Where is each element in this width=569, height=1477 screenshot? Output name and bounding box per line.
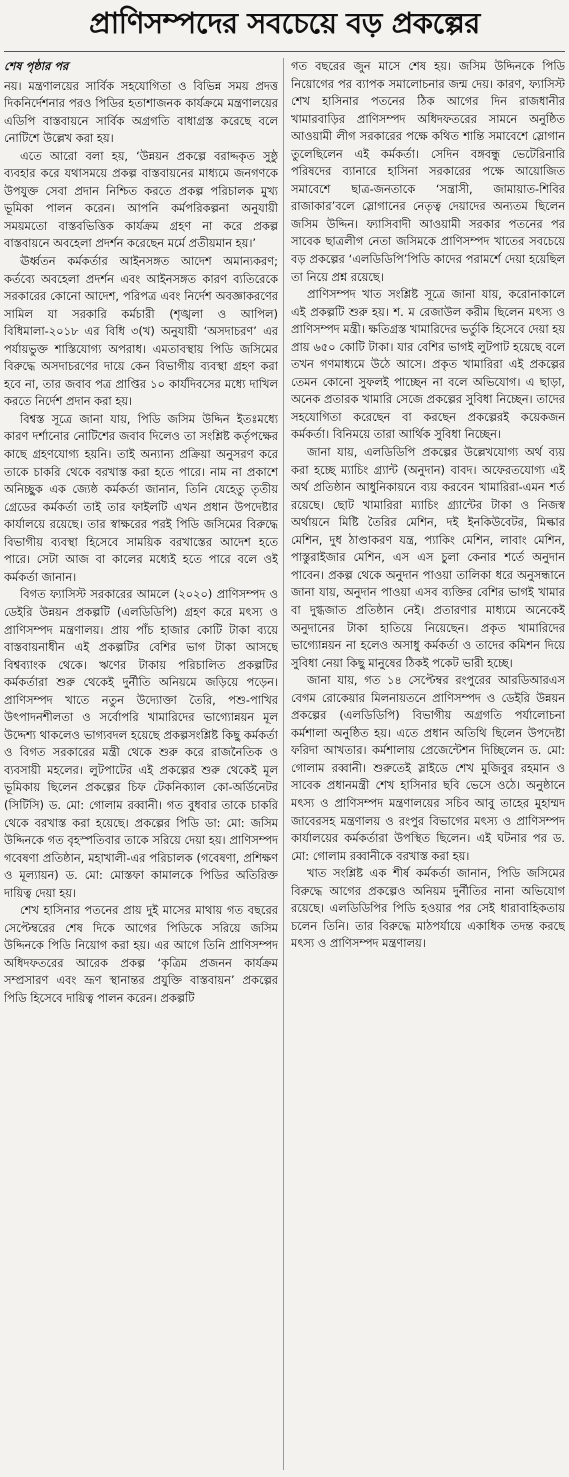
paragraph: শেখ হাসিনার পতনের প্রায় দুই মাসের মাথায় গত বছরের সেপ্টেম্বরের শেষ দিকে আগের পিডিকে সরিয়ে জসিম উদ্দিনকে পিডি নিয়োগ করা হয়। এর আগে তিনি প্রাণিসম্পদ অধিদফতরের আরেক প্রকল্প ‘কৃত্রিম প্রজনন কার্যক্রম সম্প্রসারণ এবং ভ্রূণ স্থানান্তর প্রযুক্তি বাস্তবায়ন’ প্রকল্পের পিডি হিসেবে দায়িত্ব পালন করেন। প্রকল্পটি (4, 903, 278, 1005)
paragraph: এতে আরো বলা হয়, ‘উন্নয়ন প্রকল্পে বরাদ্দকৃত সুষ্ঠু ব্যবহার করে যথাসময়ে প্রকল্প বাস্তবায়নের মাধ্যমে জনগণকে উপযুক্ত সেবা প্রদান নিশ্চিত করতে প্রকল্প পরিচালক মুখ্য ভূমিকা পালন করেন। আপনি কর্মপরিকল্পনা অনুযায়ী সময়মতো বাস্তবভিত্তিক কার্যক্রম গ্রহণ না করে প্রকল্প বাস্তবায়নে অবহেলা প্রদর্শন করেছেন মর্মে প্রতীয়মান হয়।’ (4, 148, 278, 251)
headline: প্রাণিসম্পদের সবচেয়ে বড় প্রকল্পের (89, 5, 480, 40)
right-column (291, 58, 565, 1472)
paragraph: খাত সংশ্লিষ্ট এক শীর্ষ কর্মকর্তা জানান, পিডি জসিমের বিরুদ্ধে আগের প্রকল্পেও অনিয়ম দুর্নীতির নানা অভিযোগ রয়েছে। এলডিডিপির পিডি হওয়ার পর সেই ধারাবাহিকতায় চলেন তিনি। তার বিরুদ্ধে মাঠপর্যায়ে একাধিক তদন্ত করছে মৎস্য ও প্রাণিসম্পদ মন্ত্রণালয়। (291, 866, 565, 951)
kicker: শেষ পৃষ্ঠার পর (4, 59, 69, 73)
headline-rule (4, 51, 565, 52)
paragraph: বিশ্বস্ত সূত্রে জানা যায়, পিডি জসিম উদ্দিন ইতঃমধ্যে কারণ দর্শানোর নোটিশের জবাব দিলেও তা সংশ্লিষ্ট কর্তৃপক্ষের কাছে গ্রহণযোগ্য হয়নি। তাই অন্যান্য প্রক্রিয়া অনুসরণ করে তাকে চাকরি থেকে বরখাস্ত করা হতে পারে। নাম না প্রকাশে অনিচ্ছুক এক জ্যেষ্ঠ কর্মকর্তা জানান, তিনি যেহেতু তৃতীয় গ্রেডের কর্মকর্তা তাই তার ফাইলটি এখন প্রধান উপদেষ্টার কার্যালয়ে রয়েছে। তার স্বাক্ষরের পরই পিডি জসিমের বিরুদ্ধে বিভাগীয় ব্যবস্থা হিসেবে সাময়িক বরখাস্তের আদেশ হতে পারে। সেটা আজ বা কালের মধ্যেই হতে পারে বলে ওই কর্মকর্তা জানান। (4, 411, 278, 584)
paragraph: নয়। মন্ত্রণালয়ের সার্বিক সহযোগিতা ও বিভিন্ন সময় প্রদত্ত দিকনির্দেশনার পরও পিডির হতাশাজনক কার্যক্রমে মন্ত্রণালয়ের এডিপি বাস্তবায়নে সার্বিক অগ্রগতি বাধাগ্রস্ত করেছে বলে নোটিশে উল্লেখ করা হয়। (4, 78, 278, 146)
paragraph: জানা যায়, এলডিডিপি প্রকল্পের উল্লেখযোগ্য অর্থ ব্যয় করা হচ্ছে ম্যাচিং গ্র্যান্ট (অনুদান) বাবদ। অফেরতযোগ্য এই অর্থ প্রতিষ্ঠান আধুনিকায়নে ব্যয় করবেন খামারিরা-এমন শর্ত রয়েছে। ছোট খামারিরা ম্যাচিং গ্র্যান্টের টাকা ও নিজস্ব অর্থায়নে মিষ্টি তৈরির মেশিন, দই ইনকিউবেটর, মিল্কার মেশিন, দুধ ঠাণ্ডাকরণ যন্ত্র, প্যাকিং মেশিন, লাবাং মেশিন, পাস্তুরাইজার মেশিন, এস এস চুলা কেনার শর্তে অনুদান পাবেন। প্রকল্প থেকে অনুদান পাওয়া তালিকা ধরে অনুসন্ধানে জানা যায়, অনুদান পাওয়া এসব ব্যক্তির বেশির ভাগই খামার বা দুগ্ধজাত প্রতিষ্ঠান নেই। প্রতারণার মাধ্যমে অনেকেই অনুদানের টাকা হাতিয়ে নিয়েছেন। প্রকৃত খামারিদের ভাগ্যোন্নয়ন না হলেও অসাধু কর্মকর্তা ও তাদের কমিশন দিয়ে সুবিধা নেয়া কিছু মানুষের ঠিকই পকেট ভারী হচ্ছে। (291, 445, 565, 670)
paragraph: প্রাণিসম্পদ খাত সংশ্লিষ্ট সূত্রে জানা যায়, করোনাকালে এই প্রকল্পটি শুরু হয়। শ. ম রেজাউল করীম ছিলেন মৎস্য ও প্রাণিসম্পদ মন্ত্রী। ক্ষতিগ্রস্ত খামারিদের ভর্তুকি হিসেবে দেয়া হয় প্রায় ৬৫০ কোটি টাকা। যার বেশির ভাগই লুটপাট হয়েছে বলে তখন গণমাধ্যমে উঠে আসে। প্রকৃত খামারিরা এই প্রকল্পের তেমন কোনো সুফলই পাচ্ছেন না বলে অভিযোগ। এ ছাড়া, অনেক প্রতারক খামারি সেজে প্রকল্পের সুবিধা নিচ্ছেন। তাদের সহযোগিতা করেছেন বা করছেন প্রকল্পেরই কয়েকজন কর্মকর্তা। বিনিময়ে তারা আর্থিক সুবিধা নিচ্ছেন। (291, 287, 565, 442)
left-column (4, 58, 278, 1472)
paragraph: জানা যায়, গত ১৪ সেপ্টেম্বর রংপুরের আরডিআরএস বেগম রোকেয়ার মিলনায়তনে প্রাণিসম্পদ ও ডেইরি উন্নয়ন প্রকল্পের (এলডিডিপি) বিভাগীয় অগ্রগতি পর্যালোচনা কর্মশালা অনুষ্ঠিত হয়। এতে প্রধান অতিথি ছিলেন উপদেষ্টা ফরিদা আখতার। কর্মশালায় প্রেজেন্টেশন দিচ্ছিলেন ড. মো: গোলাম রব্বানী। শুরুতেই স্লাইডে শেখ মুজিবুর রহমান ও সাবেক প্রধানমন্ত্রী শেখ হাসিনার ছবি ভেসে ওঠে। অনুষ্ঠানে মৎস্য ও প্রাণিসম্পদ মন্ত্রণালয়ের সচিব আবু তাহের মুহাম্মদ জাবেরসহ মন্ত্রণালয় ও রংপুর বিভাগের মৎস্য ও প্রাণিসম্পদ কার্যালয়ের কর্মকর্তারা উপস্থিত ছিলেন। এই ঘটনার পর ড. মো: গোলাম রব্বানীকে বরখাস্ত করা হয়। (291, 673, 565, 863)
paragraph: বিগত ফ্যাসিস্ট সরকারের আমলে (২০২০) প্রাণিসম্পদ ও ডেইরি উন্নয়ন প্রকল্পটি (এলডিডিপি) গ্রহণ করে মৎস্য ও প্রাণিসম্পদ মন্ত্রণালয়। প্রায় পাঁচ হাজার কোটি টাকা ব্যয়ে বাস্তবায়নাধীন এই প্রকল্পটির বেশির ভাগ টাকা আসছে বিশ্বব্যাংক থেকে। ঋণের টাকায় পরিচালিত প্রকল্পটির কর্মকর্তারা শুরু থেকেই দুর্নীতি অনিয়মে জড়িয়ে পড়েন। প্রাণিসম্পদ খাতে নতুন উদ্যোক্তা তৈরি, পশু-পাখির উৎপাদনশীলতা ও সর্বোপরি খামারিদের ভাগ্যোন্নয়ন মূল উদ্দেশ্য থাকলেও ভাগ্যবদল হয়েছে প্রকল্পসংশ্লিষ্ট কিছু কর্মকর্তা ও বিগত সরকারের মন্ত্রী থেকে শুরু করে রাজনৈতিক ও ব্যবসায়ী মহলের। লুটপাটের এই প্রকল্পের শুরু থেকেই মূল ভূমিকায় ছিলেন প্রকল্পের চিফ টেকনিক্যাল কো-অর্ডিনেটর (সিটিসি) ড. মো: গোলাম রব্বানী। গত বুধবার তাকে চাকরি থেকে বরখাস্ত করা হয়েছে। প্রকল্পের পিডি ডা: মো: জসিম উদ্দিনকে গত বৃহস্পতিবার তাকে সরিয়ে দেয়া হয়। প্রাণিসম্পদ গবেষণা প্রতিষ্ঠান, মহাখালী-এর পরিচালক (গবেষণা, প্রশিক্ষণ ও মূল্যায়ন) ড. মো: মোস্তফা কামালকে পিডির অতিরিক্ত দায়িত্ব দেয়া হয়। (4, 587, 278, 900)
paragraph: গত বছরের জুন মাসে শেষ হয়। জসিম উদ্দিনকে পিডি নিয়োগের পর ব্যাপক সমালোচনার জন্ম দেয়। কারণ, ফ্যাসিস্ট শেখ হাসিনার পতনের ঠিক আগের দিন রাজধানীর খামারবাড়ির প্রাণিসম্পদ অধিদফতরের সামনে অনুষ্ঠিত আওয়ামী লীগ সরকারের পক্ষে কথিত শান্তি সমাবেশে স্লোগান তুলেছিলেন এই কর্মকর্তা। সেদিন বঙ্গবন্ধু ভেটেরিনারি পরিষদের ব্যানারে হাসিনা সরকারের পক্ষে আয়োজিত সমাবেশে ছাত্র-জনতাকে ‘সন্ত্রাসী, জামায়াত-শিবির রাজাকার’বলে স্লোগানের নেতৃত্ব দেয়াদের অন্যতম ছিলেন জসিম উদ্দিন। ফ্যাসিবাদী আওয়ামী সরকার পতনের পর সাবেক ছাত্রলীগ নেতা জসিমকে প্রাণিসম্পদ খাতের সবচেয়ে বড় প্রকল্পের ‘এলডিডিপি’পিডি কাদের পরামর্শে দেয়া হয়েছিল তা নিয়ে প্রশ্ন রয়েছে। (291, 59, 565, 284)
paragraph: ঊর্ধ্বতন কর্মকর্তার আইনসঙ্গত আদেশ অমান্যকরণ; কর্তব্যে অবহেলা প্রদর্শন এবং আইনসঙ্গত কারণ ব্যতিরেকে সরকারের কোনো আদেশ, পরিপত্র এবং নির্দেশ অবজ্ঞাকরণের সামিল যা সরকারি কর্মচারী (শৃঙ্খলা ও আপিল) বিধিমালা-২০১৮ এর বিধি ৩(খ) অনুযায়ী ‘অসদাচরণ’ এর পর্যায়ভুক্ত শাস্তিযোগ্য অপরাধ। এমতাবস্থায় পিডি জসিমের বিরুদ্ধে অসদাচরণের দায়ে কেন বিভাগীয় ব্যবস্থা গ্রহণ করা হবে না, তার জবাব পত্র প্রাপ্তির ১০ কার্যদিবসের মধ্যে দাখিল করতে নির্দেশ প্রদান করা হয়। (4, 254, 278, 409)
column-divider (283, 58, 284, 1470)
